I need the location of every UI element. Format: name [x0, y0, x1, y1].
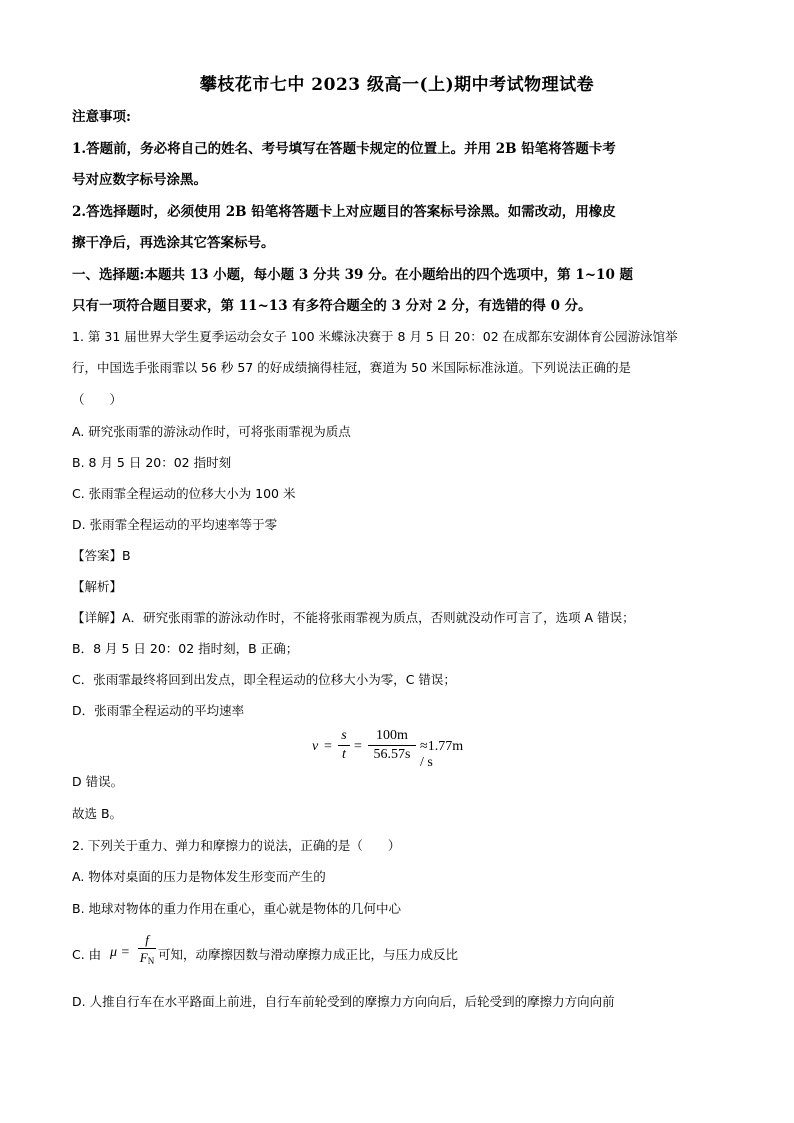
- q1-detail-a-row: [72, 609, 635, 627]
- formula-s: s: [341, 728, 347, 743]
- q2-option-a: A. 物体对桌面的压力是物体发生形变而产生的: [72, 869, 326, 884]
- formula-equals-2: =: [354, 739, 362, 754]
- fraction-bar: [368, 745, 416, 746]
- formula-equals-1: =: [324, 739, 332, 754]
- q1-detail-b: B．8 月 5 日 20：02 指时刻，B 正确；: [72, 641, 299, 656]
- q1-option-b: B. 8 月 5 日 20：02 指时刻: [72, 455, 232, 470]
- fraction-distance-over-time: [368, 728, 416, 763]
- q1-detail-a: A．研究张雨霏的游泳动作时，不能将张雨霏视为质点，否则就没动作可言了，选项 A 错误；: [122, 610, 635, 625]
- q2-stem: 2. 下列关于重力、弹力和摩擦力的说法，正确的是（ ）: [72, 838, 401, 853]
- notice-item-2-line-1: 2.答选择题时，必须使用 2B 铅笔将答题卡上对应题目的答案标号涂黑。如需改动，用橡皮: [72, 204, 616, 220]
- formula-denominator: 56.57s: [373, 747, 411, 762]
- q2-option-b: B. 地球对物体的重力作用在重心，重心就是物体的几何中心: [72, 901, 402, 916]
- q1-option-d: D. 张雨霏全程运动的平均速率等于零: [72, 517, 278, 532]
- approx-sign: ≈: [420, 739, 428, 754]
- formula-result: [420, 739, 463, 771]
- formula-numerator: 100m: [376, 728, 408, 743]
- q1-analysis-tag: 【解析】: [72, 579, 123, 594]
- q1-paren: （ ）: [72, 392, 123, 407]
- q2-option-d: D. 人推自行车在水平路面上前进，自行车前轮受到的摩擦力方向向后，后轮受到的摩擦力方向向前: [72, 994, 615, 1009]
- q1-stem-line-1: 1. 第 31 届世界大学生夏季运动会女子 100 米蝶泳决赛于 8 月 5 日 20：02 在成都东安湖体育公园游泳馆举: [72, 329, 678, 344]
- q1-detail-d: D．张雨霏全程运动的平均速率: [72, 703, 245, 718]
- fraction-bar: [338, 745, 350, 746]
- q1-detail-c: C．张雨霏最终将回到出发点，即全程运动的位移大小为零，C 错误；: [72, 672, 456, 687]
- page-title: 攀枝花市七中 2023 级高一(上)期中考试物理试卷: [199, 75, 595, 95]
- notice-item-1-line-1: 1.答题前，务必将自己的姓名、考号填写在答题卡规定的位置上。并用 2B 铅笔将答题卡考: [72, 141, 616, 157]
- notice-item-1-line-2: 号对应数字标号涂黑。: [72, 172, 207, 188]
- formula-t: t: [342, 747, 346, 762]
- q1-option-a: A. 研究张雨霏的游泳动作时，可将张雨霏视为质点: [72, 424, 351, 439]
- q2-mu-equals: μ =: [110, 945, 130, 960]
- formula-v: v: [312, 739, 319, 754]
- fraction-s-over-t: [338, 728, 350, 763]
- q1-stem-line-2: 行，中国选手张雨霏以 56 秒 57 的好成绩摘得桂冠，赛道为 50 米国际标准泳道。下列说法正确的是: [72, 360, 632, 375]
- result-value: 1.77m / s: [420, 739, 464, 770]
- q1-option-c: C. 张雨霏全程运动的位移大小为 100 米: [72, 486, 296, 501]
- q2-option-c-prefix: C. 由: [72, 947, 102, 962]
- q2-fn: [138, 950, 156, 969]
- section-1-line-2: 只有一项符合题目要求，第 11~13 有多符合题全的 3 分对 2 分，有选错的得 0 分。: [72, 298, 592, 314]
- q1-d-wrong: D 错误。: [72, 774, 124, 789]
- section-1-line-1: 一、选择题:本题共 13 小题，每小题 3 分共 39 分。在小题给出的四个选项中，第 1~10 题: [72, 267, 634, 283]
- q1-choose: 故选 B。: [72, 806, 123, 821]
- q2-friction-fraction: [138, 932, 156, 969]
- notice-heading: 注意事项:: [72, 109, 131, 125]
- q2-option-c-rest: 可知，动摩擦因数与滑动摩擦力成正比，与压力成反比: [158, 947, 459, 962]
- q2-f: f: [145, 932, 149, 947]
- q2-fn-letter: F: [139, 950, 148, 965]
- detail-tag: 【详解】: [72, 610, 123, 625]
- fraction-bar: [138, 948, 156, 949]
- notice-item-2-line-2: 擦干净后，再选涂其它答案标号。: [72, 235, 275, 251]
- answer-tag: 【答案】: [72, 548, 123, 563]
- q2-fn-subscript: N: [147, 956, 155, 966]
- q1-answer-row: [72, 547, 131, 565]
- answer-value: B: [122, 548, 131, 563]
